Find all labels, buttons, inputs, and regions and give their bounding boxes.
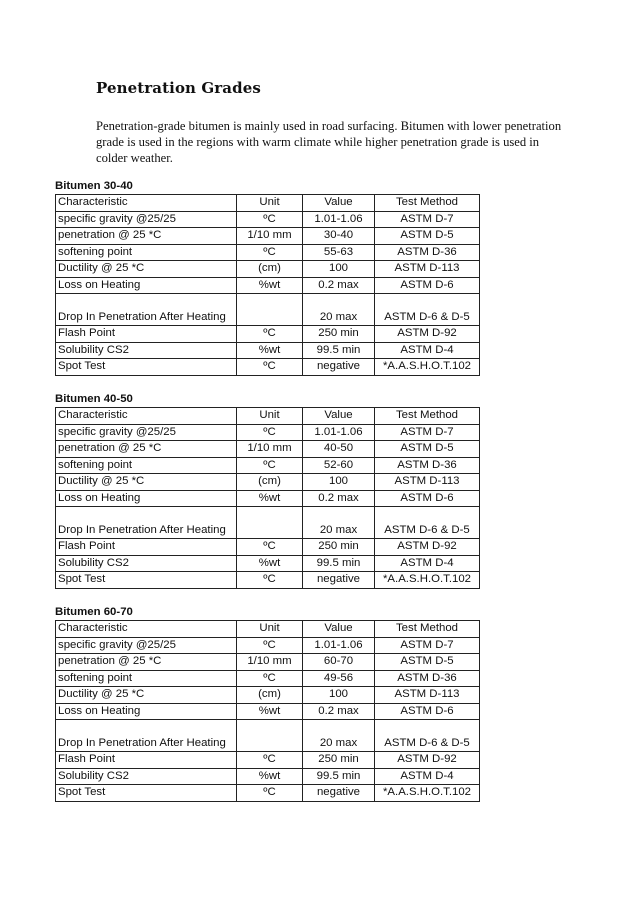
cell-test-method: ASTM D-6 & D-5 — [375, 507, 480, 539]
cell-value: 60-70 — [303, 654, 375, 671]
cell-unit: ºC — [237, 637, 303, 654]
cell-characteristic — [56, 507, 237, 539]
cell-value: 100 — [303, 687, 375, 704]
table-row — [56, 785, 480, 802]
cell-unit — [237, 507, 303, 539]
cell-value: 1.01-1.06 — [303, 637, 375, 654]
cell-test-method: ASTM D-113 — [375, 474, 480, 491]
cell-value: negative — [303, 785, 375, 802]
cell-value: 250 min — [303, 752, 375, 769]
cell-test-method: ASTM D-36 — [375, 244, 480, 261]
table-row — [56, 752, 480, 769]
table-row — [56, 424, 480, 441]
cell-characteristic: Loss on Heating — [56, 703, 237, 720]
table-row — [56, 687, 480, 704]
cell-unit: %wt — [237, 768, 303, 785]
spec-table — [55, 620, 480, 802]
cell-value: 99.5 min — [303, 342, 375, 359]
table-row — [56, 654, 480, 671]
cell-value: 250 min — [303, 539, 375, 556]
cell-characteristic: softening point — [56, 457, 237, 474]
table-row — [56, 211, 480, 228]
cell-test-method: ASTM D-6 — [375, 490, 480, 507]
cell-value: 30-40 — [303, 228, 375, 245]
table-row — [56, 720, 480, 752]
header-characteristic: Characteristic — [56, 195, 237, 212]
cell-unit: 1/10 mm — [237, 441, 303, 458]
cell-unit: 1/10 mm — [237, 228, 303, 245]
cell-test-method: ASTM D-5 — [375, 228, 480, 245]
cell-test-method: ASTM D-113 — [375, 687, 480, 704]
table-header-row — [56, 408, 480, 425]
cell-unit — [237, 294, 303, 326]
cell-unit: %wt — [237, 555, 303, 572]
cell-test-method: ASTM D-6 & D-5 — [375, 294, 480, 326]
cell-characteristic — [56, 294, 237, 326]
cell-characteristic: penetration @ 25 *C — [56, 654, 237, 671]
cell-test-method: ASTM D-36 — [375, 457, 480, 474]
table-row — [56, 490, 480, 507]
cell-unit: (cm) — [237, 261, 303, 278]
table-header-row — [56, 621, 480, 638]
cell-unit: ºC — [237, 752, 303, 769]
cell-unit: ºC — [237, 211, 303, 228]
cell-value: 52-60 — [303, 457, 375, 474]
cell-characteristic: softening point — [56, 244, 237, 261]
cell-test-method: ASTM D-92 — [375, 752, 480, 769]
cell-unit: %wt — [237, 703, 303, 720]
cell-value: 0.2 max — [303, 703, 375, 720]
cell-characteristic: Ductility @ 25 *C — [56, 474, 237, 491]
table-row — [56, 637, 480, 654]
table-row — [56, 474, 480, 491]
cell-unit: (cm) — [237, 687, 303, 704]
intro-paragraph: Penetration-grade bitumen is mainly used in road surfacing. Bitumen with lower penetration grade is used in the regions with warm climate while higher penetration grade is used in colder weather. — [96, 119, 562, 165]
table-row — [56, 703, 480, 720]
header-characteristic: Characteristic — [56, 408, 237, 425]
cell-characteristic: Spot Test — [56, 359, 237, 376]
cell-characteristic-text: Drop In Penetration After Heating — [58, 523, 226, 536]
page-title: Penetration Grades — [96, 79, 261, 97]
cell-unit: ºC — [237, 359, 303, 376]
table-row — [56, 277, 480, 294]
section-bitumen-30-40 — [55, 178, 480, 376]
table-header-row — [56, 195, 480, 212]
cell-characteristic: specific gravity @25/25 — [56, 211, 237, 228]
cell-test-method: *A.A.S.H.O.T.102 — [375, 572, 480, 589]
cell-characteristic: softening point — [56, 670, 237, 687]
table-row — [56, 261, 480, 278]
cell-unit: ºC — [237, 457, 303, 474]
cell-unit: %wt — [237, 277, 303, 294]
section-title: Bitumen 60-70 — [55, 606, 133, 618]
header-unit: Unit — [237, 408, 303, 425]
cell-characteristic: Loss on Heating — [56, 277, 237, 294]
cell-test-method: *A.A.S.H.O.T.102 — [375, 785, 480, 802]
table-row — [56, 555, 480, 572]
cell-test-method: ASTM D-92 — [375, 539, 480, 556]
cell-test-method: ASTM D-5 — [375, 441, 480, 458]
cell-characteristic: Flash Point — [56, 326, 237, 343]
section-title: Bitumen 40-50 — [55, 393, 133, 405]
cell-characteristic-text: Drop In Penetration After Heating — [58, 310, 226, 323]
cell-characteristic — [56, 720, 237, 752]
cell-test-method: ASTM D-6 — [375, 703, 480, 720]
table-row — [56, 359, 480, 376]
cell-value: 250 min — [303, 326, 375, 343]
cell-value: negative — [303, 359, 375, 376]
header-unit: Unit — [237, 621, 303, 638]
table-row — [56, 326, 480, 343]
cell-characteristic: Spot Test — [56, 785, 237, 802]
section-title: Bitumen 30-40 — [55, 180, 133, 192]
cell-value: 0.2 max — [303, 277, 375, 294]
cell-characteristic: penetration @ 25 *C — [56, 441, 237, 458]
cell-value: negative — [303, 572, 375, 589]
header-test-method: Test Method — [375, 195, 480, 212]
cell-characteristic: Flash Point — [56, 752, 237, 769]
cell-unit: ºC — [237, 572, 303, 589]
cell-unit: ºC — [237, 670, 303, 687]
cell-characteristic: specific gravity @25/25 — [56, 424, 237, 441]
header-unit: Unit — [237, 195, 303, 212]
cell-value: 99.5 min — [303, 768, 375, 785]
section-bitumen-60-70 — [55, 604, 480, 802]
cell-test-method: ASTM D-7 — [375, 424, 480, 441]
table-row — [56, 228, 480, 245]
cell-unit: ºC — [237, 424, 303, 441]
header-test-method: Test Method — [375, 621, 480, 638]
spec-table — [55, 194, 480, 376]
table-row — [56, 539, 480, 556]
cell-test-method: ASTM D-4 — [375, 555, 480, 572]
cell-value: 1.01-1.06 — [303, 211, 375, 228]
cell-test-method: ASTM D-6 & D-5 — [375, 720, 480, 752]
cell-characteristic: penetration @ 25 *C — [56, 228, 237, 245]
table-row — [56, 457, 480, 474]
table-row — [56, 507, 480, 539]
cell-characteristic: specific gravity @25/25 — [56, 637, 237, 654]
cell-value: 1.01-1.06 — [303, 424, 375, 441]
cell-test-method: ASTM D-7 — [375, 211, 480, 228]
cell-test-method: ASTM D-92 — [375, 326, 480, 343]
header-value: Value — [303, 195, 375, 212]
cell-unit: ºC — [237, 539, 303, 556]
cell-value: 20 max — [303, 720, 375, 752]
cell-characteristic-text: Drop In Penetration After Heating — [58, 736, 226, 749]
cell-value: 20 max — [303, 294, 375, 326]
cell-characteristic: Solubility CS2 — [56, 342, 237, 359]
spec-table — [55, 407, 480, 589]
cell-test-method: ASTM D-7 — [375, 637, 480, 654]
cell-unit: %wt — [237, 342, 303, 359]
cell-characteristic: Solubility CS2 — [56, 768, 237, 785]
cell-test-method: ASTM D-5 — [375, 654, 480, 671]
header-value: Value — [303, 621, 375, 638]
cell-characteristic: Ductility @ 25 *C — [56, 261, 237, 278]
cell-test-method: *A.A.S.H.O.T.102 — [375, 359, 480, 376]
cell-value: 100 — [303, 261, 375, 278]
cell-unit: (cm) — [237, 474, 303, 491]
cell-characteristic: Spot Test — [56, 572, 237, 589]
section-bitumen-40-50 — [55, 391, 480, 589]
cell-unit: 1/10 mm — [237, 654, 303, 671]
cell-value: 49-56 — [303, 670, 375, 687]
header-value: Value — [303, 408, 375, 425]
cell-unit: ºC — [237, 244, 303, 261]
cell-value: 0.2 max — [303, 490, 375, 507]
cell-characteristic: Ductility @ 25 *C — [56, 687, 237, 704]
table-row — [56, 244, 480, 261]
cell-unit: ºC — [237, 785, 303, 802]
cell-value: 20 max — [303, 507, 375, 539]
table-row — [56, 441, 480, 458]
header-characteristic: Characteristic — [56, 621, 237, 638]
cell-test-method: ASTM D-6 — [375, 277, 480, 294]
table-row — [56, 572, 480, 589]
cell-value: 100 — [303, 474, 375, 491]
cell-unit: ºC — [237, 326, 303, 343]
cell-characteristic: Loss on Heating — [56, 490, 237, 507]
cell-characteristic: Solubility CS2 — [56, 555, 237, 572]
cell-test-method: ASTM D-4 — [375, 342, 480, 359]
cell-value: 40-50 — [303, 441, 375, 458]
cell-unit — [237, 720, 303, 752]
table-row — [56, 342, 480, 359]
cell-value: 99.5 min — [303, 555, 375, 572]
table-row — [56, 294, 480, 326]
cell-test-method: ASTM D-36 — [375, 670, 480, 687]
cell-test-method: ASTM D-113 — [375, 261, 480, 278]
table-row — [56, 768, 480, 785]
cell-value: 55-63 — [303, 244, 375, 261]
cell-test-method: ASTM D-4 — [375, 768, 480, 785]
table-row — [56, 670, 480, 687]
cell-characteristic: Flash Point — [56, 539, 237, 556]
header-test-method: Test Method — [375, 408, 480, 425]
cell-unit: %wt — [237, 490, 303, 507]
